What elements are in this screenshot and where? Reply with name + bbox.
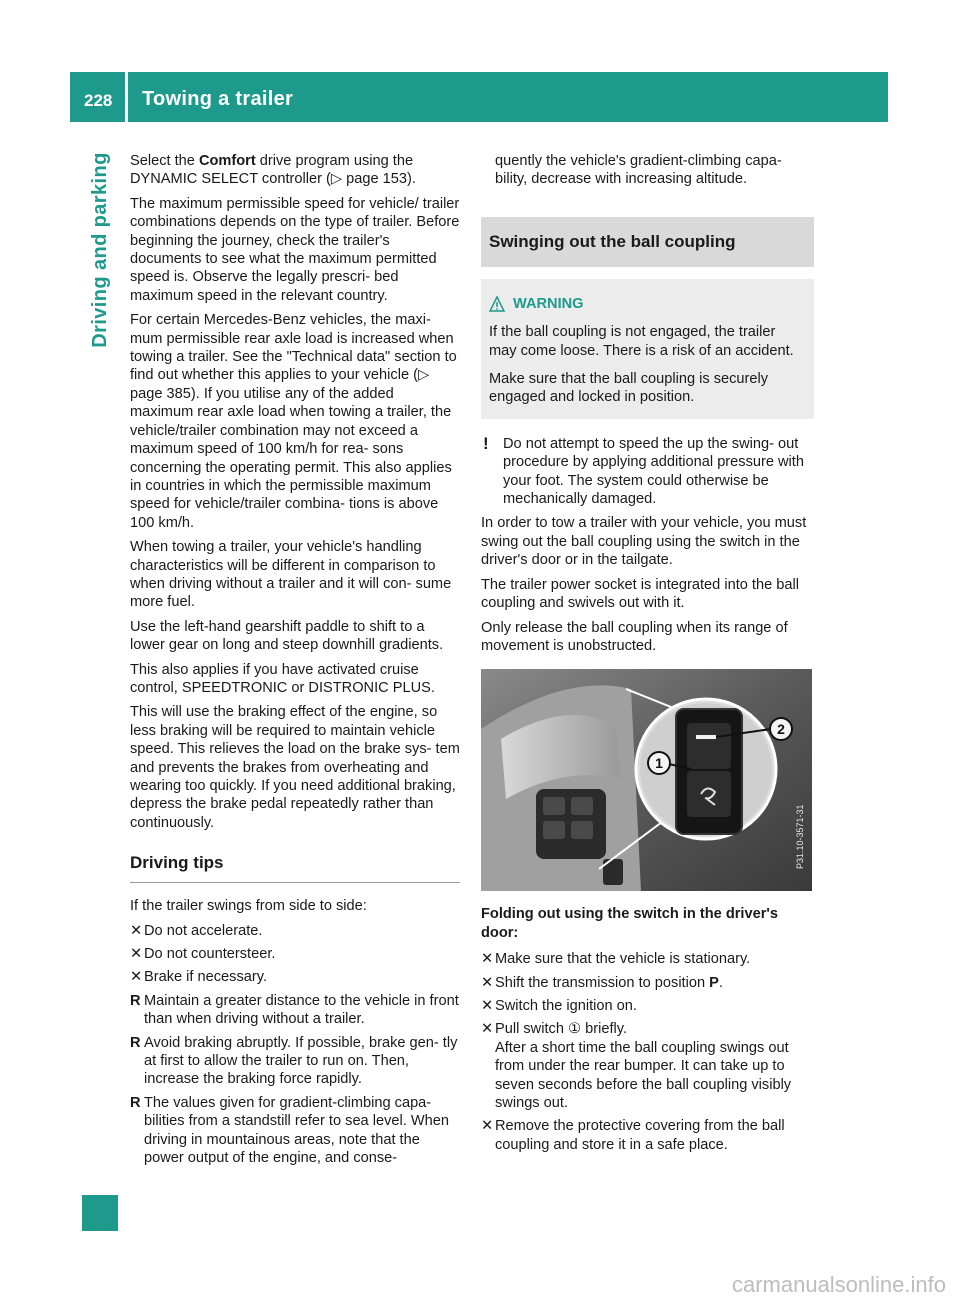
page-number: 228 xyxy=(84,91,113,110)
note-text: Do not attempt to speed the up the swing- out procedure by applying additional pressure with your foot. The system could otherwise be mechanically damaged. xyxy=(503,435,804,508)
section-heading: Swinging out the ball coupling xyxy=(481,217,814,267)
bullet-item xyxy=(130,992,460,1029)
warning-triangle-icon xyxy=(489,296,505,312)
step-arrow-icon: ✕ xyxy=(481,951,494,968)
step-item xyxy=(481,997,814,1015)
watermark: carmanualsonline.info xyxy=(731,1271,946,1297)
figure-heading: Folding out using the switch in the driver's door: xyxy=(481,906,778,941)
text: Maintain a greater distance to the vehicle in front than when driving without a trailer. xyxy=(144,992,459,1028)
step-arrow-icon: ✕ xyxy=(481,1118,494,1135)
paragraph-gearshift: Use the left-hand gearshift paddle to shift to a lower gear on long and steep downhill gradients. xyxy=(130,618,444,654)
door-switch-illustration xyxy=(481,669,812,891)
text: Make sure that the vehicle is stationary. xyxy=(495,951,751,968)
text: The values given for gradient-climbing capa- bilities from a standstill refer to sea level. When driving in mountainous areas, note that the power output of the engine, and conse- xyxy=(144,1094,449,1167)
step-arrow-icon: ✕ xyxy=(130,946,143,963)
step-arrow-icon: ✕ xyxy=(481,1021,494,1038)
text: Select the xyxy=(130,153,199,169)
bullet-icon: R xyxy=(130,992,141,1009)
warning-box xyxy=(481,279,814,419)
paragraph-comfort xyxy=(130,152,460,189)
comfort-bold: Comfort xyxy=(198,153,256,169)
bullet-icon: R xyxy=(130,1094,141,1111)
header-divider xyxy=(125,72,128,122)
section-tab-marker xyxy=(82,1195,118,1231)
step-result: After a short time the ball coupling swings out from under the rear bumper. It can take up to seven seconds before the ball coupling visibly swings out. xyxy=(495,1039,792,1111)
step-item xyxy=(481,1117,814,1154)
text: drive program using the DYNAMIC SELECT controller (▷ page 153). xyxy=(130,153,416,188)
paragraph-swing-out: In order to tow a trailer with your vehicle, you must swing out the ball coupling using the switch in the driver's door or in the tailgate. xyxy=(481,515,807,569)
callout-1: 1 xyxy=(655,755,663,772)
step-item xyxy=(481,974,814,992)
step-item xyxy=(130,922,460,940)
text: Avoid braking abruptly. If possible, brake gen- tly at first to allow the trailer to run on. Then, increase the braking force rapidly. xyxy=(144,1034,458,1088)
tips-intro: If the trailer swings from side to side: xyxy=(130,898,367,915)
text: Do not accelerate. xyxy=(144,922,263,939)
callout-2: 2 xyxy=(777,721,785,738)
text: Shift the transmission to position xyxy=(495,974,710,991)
warning-instruction: Make sure that the ball coupling is securely engaged and locked in position. xyxy=(489,371,769,406)
bullet-item xyxy=(130,1034,460,1089)
text: Switch the ignition on. xyxy=(495,997,637,1014)
door-switch-figure xyxy=(481,669,812,891)
tips-steps xyxy=(130,922,460,987)
paragraph-rear-axle: For certain Mercedes-Benz vehicles, the maxi- mum permissible rear axle load is increased when towing a trailer. See the "Technical data" section to find out whether this applies to your vehicle (▷ page 385). If you utilise any of the added maximum rear axle load when towing a trailer, the vehicle/trailer combination may not exceed a maximum speed of 100 km/h for rea- sons concerning the operating permit. This also applies in countries in which the permissible maximum speed for vehicle/trailer combina- tions is above 100 km/h. xyxy=(130,312,457,531)
paragraph-max-speed: The maximum permissible speed for vehicle/ trailer combinations depends on the type of trailer. Before beginning the journey, check the trailer's documents to see what the maximum permitted speed is. Observe the legally prescri- bed maximum speed in the relevant country. xyxy=(130,195,460,304)
fold-out-steps xyxy=(481,950,814,1154)
step-arrow-icon: ✕ xyxy=(481,997,494,1014)
tips-bullets xyxy=(130,992,460,1168)
page-title: Towing a trailer xyxy=(142,88,294,110)
bullet-icon: R xyxy=(130,1034,141,1051)
warning-label: WARNING xyxy=(513,295,584,312)
paragraph-release: Only release the ball coupling when its range of movement is unobstructed. xyxy=(481,619,788,654)
text: Brake if necessary. xyxy=(144,969,268,986)
text: Pull switch ① briefly. xyxy=(495,1021,628,1038)
step-arrow-icon: ✕ xyxy=(481,974,494,991)
left-column xyxy=(130,152,460,1173)
right-column xyxy=(481,152,814,1159)
paragraph-socket: The trailer power socket is integrated into the ball coupling and swivels out with it. xyxy=(481,576,799,612)
step-item xyxy=(130,968,460,986)
note xyxy=(481,435,814,509)
text: Do not countersteer. xyxy=(144,946,276,963)
section-tab-label: Driving and parking xyxy=(88,152,111,348)
step-item xyxy=(481,1020,814,1112)
figure-code: P31.10-3571-31 xyxy=(795,804,805,870)
step-item xyxy=(130,945,460,963)
step-arrow-icon: ✕ xyxy=(130,969,143,986)
warning-header xyxy=(489,295,806,313)
step-item xyxy=(481,950,814,968)
position-p: P xyxy=(709,974,719,991)
paragraph-braking: This will use the braking effect of the engine, so less braking will be required to maintain vehicle speed. This relieves the load on the brake sys- tem and prevents the brakes from overheating and wearing too quickly. If you need additional braking, depress the brake pedal repeatedly rather than continuously. xyxy=(130,704,460,831)
warning-text: If the ball coupling is not engaged, the trailer may come loose. There is a risk of an accident. xyxy=(489,324,794,359)
paragraph-cruise: This also applies if you have activated cruise control, SPEEDTRONIC or DISTRONIC PLUS. xyxy=(130,661,435,696)
step-arrow-icon: ✕ xyxy=(130,922,143,939)
exclamation-icon: ! xyxy=(483,433,489,453)
text: . xyxy=(718,974,723,991)
driving-tips-heading: Driving tips xyxy=(130,852,460,883)
bullet-item xyxy=(130,1094,460,1168)
paragraph-handling: When towing a trailer, your vehicle's handling characteristics will be different in comparison to when driving without a trailer and it will con- sume more fuel. xyxy=(130,539,452,611)
text: Remove the protective covering from the ball coupling and store it in a safe place. xyxy=(495,1118,785,1153)
paragraph-continued: quently the vehicle's gradient-climbing capa- bility, decrease with increasing altitude. xyxy=(495,153,782,188)
